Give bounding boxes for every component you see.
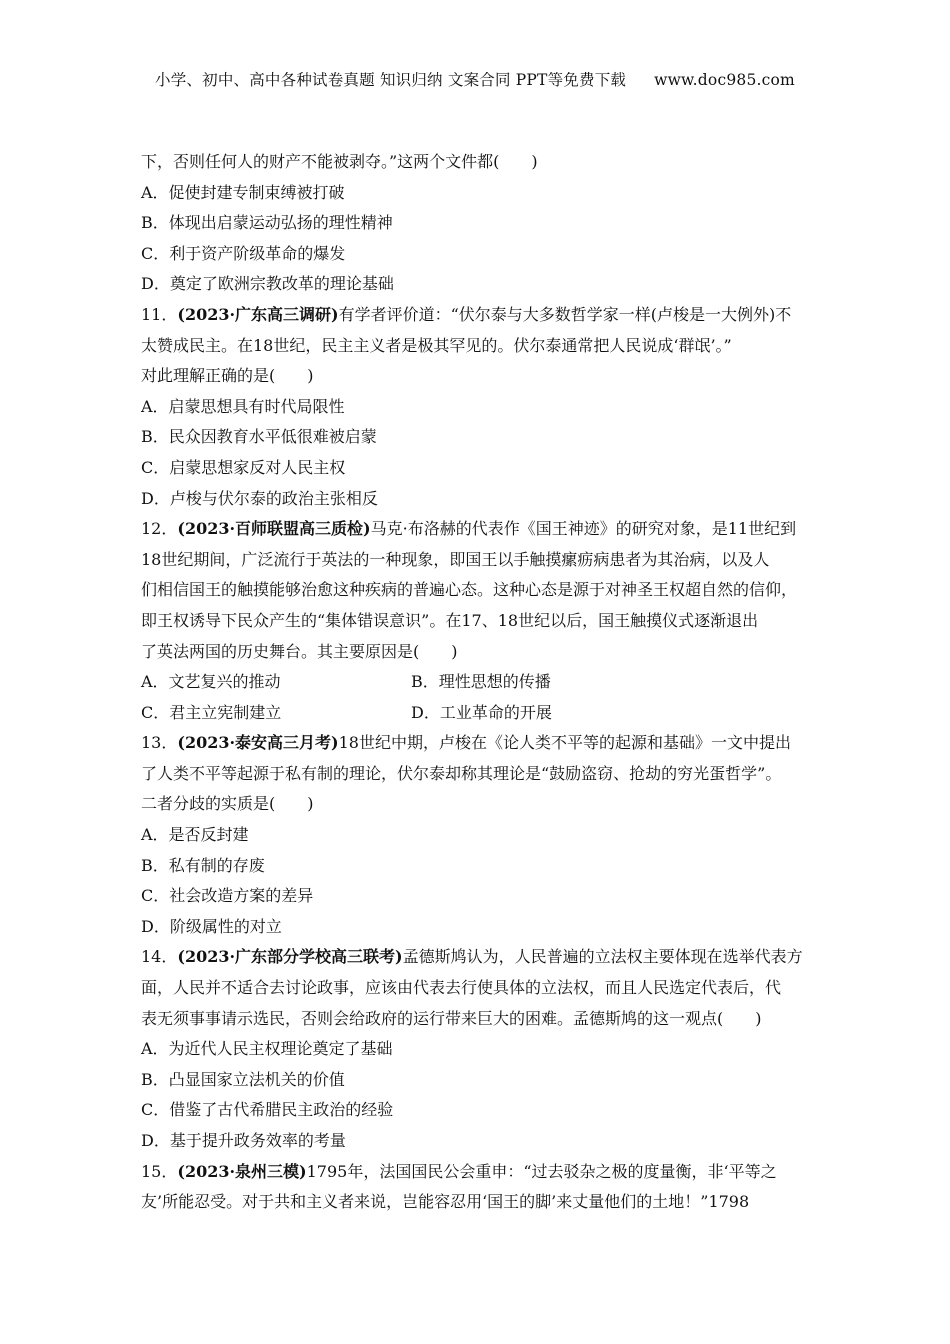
q11-number: 11． [141,304,178,324]
q10-option-a: A．促使封建专制束缚被打破 [141,182,345,202]
q12-line-2: 18世纪期间，广泛流行于英法的一种现象，即国王以手触摸瘰疬病患者为其治病，以及人 [141,549,770,569]
q13-line-2: 了人类不平等起源于私有制的理论，伏尔泰却称其理论是“鼓励盗窃、抢劫的穷光蛋哲学”。 [141,763,782,783]
header-site: www.doc985.com [654,71,795,89]
q14-number: 14． [141,947,178,967]
q13-line-1: 13．(2023·泰安高三月考)18世纪中期，卢梭在《论人类不平等的起源和基础》一文中提出 [141,733,791,753]
q12-source: (2023·百师联盟高三质检) [177,519,371,539]
q12-number: 12． [141,519,178,539]
q12-options-row-1 [141,667,821,698]
q15-number: 15． [141,1161,178,1181]
q10-option-d: D．奠定了欧洲宗教改革的理论基础 [141,274,394,294]
q15-line-1: 15．(2023·泉州三模)1795年，法国国民公会重申：“过去驳杂之极的度量衡，非‘平等之 [141,1161,777,1181]
q10-option-c: C．利于资产阶级革命的爆发 [141,243,346,263]
q12-line-1: 12．(2023·百师联盟高三质检)马克·布洛赫的代表作《国王神迹》的研究对象，是11世纪到 [141,519,797,539]
q11-source: (2023·广东高三调研) [177,304,339,324]
q12-option-d: D．工业革命的开展 [411,702,552,722]
q15-source: (2023·泉州三模) [177,1161,307,1181]
q11-option-c: C．启蒙思想家反对人民主权 [141,457,346,477]
q14-line-3: 表无须事事请示选民，否则会给政府的运行带来巨大的困难。孟德斯鸠的这一观点( ) [141,1008,762,1028]
q13-option-d: D．阶级属性的对立 [141,916,282,936]
q14-option-c: C．借鉴了古代希腊民主政治的经验 [141,1100,394,1120]
q11-option-b: B．民众因教育水平低很难被启蒙 [141,427,377,447]
q14-line-1: 14．(2023·广东部分学校高三联考)孟德斯鸠认为，人民普遍的立法权主要体现在选举代表方 [141,947,803,967]
q14-option-a: A．为近代人民主权理论奠定了基础 [141,1039,393,1059]
page-header [0,68,950,90]
q10-stem-tail: 下，否则任何人的财产不能被剥夺。”这两个文件都( ) [141,152,538,171]
q14-option-d: D．基于提升政务效率的考量 [141,1131,346,1150]
q11-line-2: 太赞成民主。在18世纪，民主主义者是极其罕见的。伏尔泰通常把人民说成‘群氓’。” [141,335,732,355]
q14-source: (2023·广东部分学校高三联考) [177,947,403,967]
q12-option-b: B．理性思想的传播 [411,672,551,692]
q13-source: (2023·泰安高三月考) [177,733,339,753]
q14-line-2: 面，人民并不适合去讨论政事，应该由代表去行使具体的立法权，而且人民选定代表后，代 [141,978,782,998]
q13-number: 13． [141,733,178,753]
q12-line-5: 了英法两国的历史舞台。其主要原因是( ) [141,641,458,661]
q15-line-2: 友’所能忍受。对于共和主义者来说，岂能容忍用‘国王的脚’来丈量他们的土地！”1798 [141,1192,750,1212]
q12-option-a: A．文艺复兴的推动 [141,672,281,692]
q11-line-1: 11．(2023·广东高三调研)有学者评价道：“伏尔泰与大多数哲学家一样(卢梭是一大例外)不 [141,304,792,324]
header-text: 小学、初中、高中各种试卷真题 知识归纳 文案合同 PPT等免费下载 [155,71,627,89]
page-content [141,147,821,1218]
q14-option-b: B．凸显国家立法机关的价值 [141,1069,345,1089]
q13-line-3: 二者分歧的实质是( ) [141,794,314,814]
q11-option-d: D．卢梭与伏尔泰的政治主张相反 [141,488,378,508]
q12-line-4: 即王权诱导下民众产生的“集体错误意识”。在17、18世纪以后，国王触摸仪式逐渐退出 [141,610,759,630]
q11-line-3: 对此理解正确的是( ) [141,366,314,386]
q13-option-a: A．是否反封建 [141,825,249,845]
q11-option-a: A．启蒙思想具有时代局限性 [141,396,345,416]
q10-option-b: B．体现出启蒙运动弘扬的理性精神 [141,213,393,233]
q13-option-c: C．社会改造方案的差异 [141,886,314,906]
q12-option-c: C．君主立宪制建立 [141,702,282,722]
q12-options-row-2 [141,698,821,729]
q12-line-3: 们相信国王的触摸能够治愈这种疾病的普遍心态。这种心态是源于对神圣王权超自然的信仰， [141,580,798,600]
q13-option-b: B．私有制的存废 [141,855,265,875]
